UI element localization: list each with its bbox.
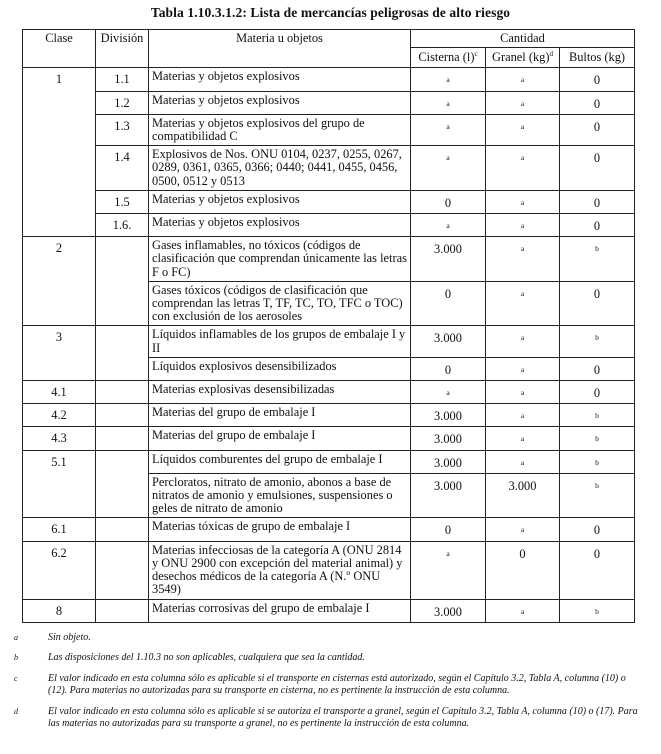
cell-granel [486,237,560,282]
cell-granel [486,281,560,326]
cell-division: 1.1 [96,68,149,91]
footnote-key: a [14,633,18,642]
footnotes [14,632,644,738]
cell-bultos-value: b [595,244,599,254]
cell-materia: Materias tóxicas de grupo de embalaje I [149,518,411,541]
cell-bultos [560,91,635,114]
cell-clase: 5.1 [23,450,96,518]
cell-granel-value: a [520,388,525,398]
cell-cisterna [411,381,486,404]
cell-materia: Materias y objetos explosivos [149,68,411,91]
cell-granel-value: a [520,606,525,616]
cell-division [96,599,149,622]
cell-cisterna-value: 0 [444,523,452,538]
cell-granel-value: a [520,153,525,163]
cell-cisterna-value: 3.000 [434,604,462,619]
cell-granel-value: a [520,121,525,131]
table-row [23,91,635,114]
cell-materia: Materias explosivas desensibilizadas [149,381,411,404]
cell-cisterna [411,326,486,357]
cell-bultos-value: 0 [593,195,601,210]
cell-materia: Materias y objetos explosivos del grupo de compatibilidad C [149,114,411,145]
cell-bultos-value: 0 [593,386,601,401]
cell-cisterna-value: a [446,121,450,131]
cell-bultos-value: b [595,480,599,490]
cell-granel [486,473,560,518]
table-row [23,146,635,191]
cell-bultos [560,381,635,404]
cell-granel [486,68,560,91]
cell-cisterna [411,404,486,427]
header-granel [486,48,560,68]
cell-granel [486,146,560,191]
header-row-1 [23,30,635,48]
cell-bultos [560,214,635,237]
cell-cisterna [411,450,486,473]
cell-granel-value: 0 [519,546,526,561]
cell-clase: 8 [23,599,96,622]
cell-division: 1.2 [96,91,149,114]
cell-granel [486,518,560,541]
cell-cisterna [411,237,486,282]
cell-bultos [560,237,635,282]
cell-cisterna [411,281,486,326]
cell-division [96,541,149,599]
cell-clase: 4.3 [23,427,96,450]
cell-granel-value: a [520,197,525,207]
footnote-text: Las disposiciones del 1.10.3 no son aplicables, cualquiera que sea la cantidad. [48,652,365,664]
cell-cisterna-value: 0 [444,195,452,210]
cell-division [96,237,149,326]
cell-bultos [560,599,635,622]
cell-cisterna-value: a [446,221,450,231]
cell-cisterna [411,473,486,518]
cell-cisterna-value: a [446,98,450,108]
footnote-key: d [14,706,18,716]
cell-cisterna [411,190,486,213]
cell-bultos [560,518,635,541]
cell-granel-value: a [520,333,525,343]
cell-bultos [560,357,635,380]
cell-materia: Materias y objetos explosivos [149,190,411,213]
cell-bultos-value: 0 [593,219,601,234]
footnote-key: b [14,653,18,663]
cell-bultos [560,541,635,599]
table-row [23,427,635,450]
header-clase: Clase [23,30,96,68]
cell-materia: Gases tóxicos (códigos de clasificación que comprendan las letras T, TF, TC, TO, TFC o TOC) con exclusión de los aerosoles [149,281,411,326]
table-row [23,381,635,404]
cell-division: 1.5 [96,190,149,213]
cell-bultos [560,326,635,357]
header-granel-label: Granel (kg) [492,50,550,65]
cell-materia: Materias del grupo de embalaje I [149,427,411,450]
cell-materia: Materias corrosivas del grupo de embalaje I [149,599,411,622]
cell-bultos [560,114,635,145]
cell-cisterna-value: 3.000 [434,331,462,346]
header-cisterna-footnote: c [474,50,478,59]
cell-cisterna-value: 3.000 [434,478,462,493]
footnote-text: Sin objeto. [48,632,91,643]
cell-division [96,427,149,450]
cell-bultos [560,473,635,518]
cell-granel [486,450,560,473]
cell-cisterna-value: 0 [444,362,452,377]
header-division: División [96,30,149,68]
cell-bultos-value: 0 [593,546,601,561]
cell-bultos-value: b [595,606,599,616]
cell-bultos-value: b [595,333,599,343]
cell-bultos-value: b [595,434,599,444]
cell-granel-value: a [520,364,525,374]
cell-cisterna-value: 3.000 [434,242,462,257]
cell-materia: Materias y objetos explosivos [149,91,411,114]
cell-granel-value: a [520,525,525,535]
cell-granel-value: a [520,244,525,254]
table-row [23,541,635,599]
cell-division [96,326,149,381]
header-cantidad: Cantidad [411,30,635,48]
cell-granel [486,190,560,213]
table-row [23,518,635,541]
cell-cisterna [411,68,486,91]
cell-granel-value: a [520,288,525,298]
cell-granel [486,381,560,404]
footnote-text: El valor indicado en esta columna sólo es aplicable si se autoriza el transporte a granel, según el Capítulo 3.2, Tabla A, columna (10) o (17). Para las materias no autorizadas para su transporte a granel, no es pertinente la instrucción de esta columna. [48,705,638,730]
cell-clase: 6.2 [23,541,96,599]
footnote-c [14,673,644,698]
cell-bultos [560,281,635,326]
cell-cisterna [411,599,486,622]
cell-division: 1.6. [96,214,149,237]
cell-division [96,450,149,518]
cell-cisterna-value: a [446,75,450,85]
dangerous-goods-table [22,29,635,623]
cell-cisterna [411,214,486,237]
cell-granel-value: 3.000 [508,478,537,493]
cell-division: 1.3 [96,114,149,145]
cell-materia: Percloratos, nitrato de amonio, abonos a base de nitratos de amonio y emulsiones, suspensiones o geles de nitrato de amonio [149,473,411,518]
table-row [23,450,635,473]
cell-cisterna [411,427,486,450]
cell-cisterna-value: 3.000 [434,455,462,470]
footnote-key: c [14,673,18,683]
cell-cisterna-value: a [446,153,450,163]
cell-clase: 3 [23,326,96,381]
header-bultos: Bultos (kg) [560,48,635,68]
cell-granel [486,541,560,599]
cell-bultos [560,427,635,450]
cell-bultos-value: 0 [593,362,601,377]
table-row [23,190,635,213]
cell-division [96,381,149,404]
cell-division [96,404,149,427]
cell-granel [486,91,560,114]
cell-materia: Gases inflamables, no tóxicos (códigos de clasificación que comprendan únicamente las letras F o FC) [149,237,411,282]
cell-granel-value: a [520,457,525,467]
table-row [23,599,635,622]
cell-materia: Líquidos comburentes del grupo de embalaje I [149,450,411,473]
cell-cisterna-value: a [446,548,450,558]
cell-clase: 4.2 [23,404,96,427]
cell-cisterna [411,357,486,380]
cell-materia: Explosivos de Nos. ONU 0104, 0237, 0255, 0267, 0289, 0361, 0365, 0366; 0440; 0441, 0455, 0456, 0500, 0512 y 0513 [149,146,411,191]
cell-materia: Materias infecciosas de la categoría A (ONU 2814 y ONU 2900 con excepción del material animal) y desechos médicos de la categoría A (N.º ONU 3549) [149,541,411,599]
cell-cisterna-value: 3.000 [434,409,462,424]
cell-bultos-value: 0 [593,73,601,88]
cell-bultos [560,190,635,213]
cell-clase: 2 [23,237,96,326]
cell-bultos [560,146,635,191]
cell-clase: 4.1 [23,381,96,404]
table-title: Tabla 1.10.3.1.2: Lista de mercancías peligrosas de alto riesgo [150,5,511,20]
cell-materia: Materias y objetos explosivos [149,214,411,237]
footnote-b [14,652,644,664]
cell-bultos [560,450,635,473]
header-materia: Materia u objetos [149,30,411,68]
cell-materia: Líquidos explosivos desensibilizados [149,357,411,380]
header-cisterna-label: Cisterna (l) [418,50,475,65]
header-cisterna [411,48,486,68]
cell-cisterna [411,114,486,145]
cell-bultos-value: b [595,411,599,421]
cell-granel [486,114,560,145]
table-row [23,326,635,357]
header-granel-footnote: d [549,50,553,59]
cell-cisterna [411,91,486,114]
cell-granel-value: a [520,75,525,85]
cell-materia: Materias del grupo de embalaje I [149,404,411,427]
cell-bultos-value: 0 [593,523,601,538]
cell-cisterna [411,541,486,599]
cell-granel [486,357,560,380]
footnote-a [14,632,644,644]
table-row [23,214,635,237]
cell-cisterna-value: a [446,388,450,398]
cell-granel-value: a [520,434,525,444]
cell-granel [486,214,560,237]
cell-bultos-value: b [595,457,599,467]
cell-granel [486,427,560,450]
cell-bultos-value: 0 [593,119,601,134]
footnote-text: El valor indicado en esta columna sólo es aplicable si el transporte en cisternas está autorizado, según el Capítulo 3.2, Tabla A, columna (10) o (12). Para materias no autorizadas para su transporte en cisterna, no es pertinente la instrucción de esta columna. [48,672,626,697]
cell-granel [486,599,560,622]
cell-division: 1.4 [96,146,149,191]
cell-bultos [560,404,635,427]
cell-cisterna [411,518,486,541]
cell-bultos [560,68,635,91]
cell-granel [486,404,560,427]
cell-bultos-value: 0 [593,286,601,301]
cell-granel-value: a [520,221,525,231]
footnote-d [14,706,644,731]
cell-cisterna [411,146,486,191]
table-row [23,237,635,282]
table-row [23,404,635,427]
cell-granel-value: a [520,98,525,108]
table-row [23,114,635,145]
cell-clase: 6.1 [23,518,96,541]
cell-cisterna-value: 3.000 [434,432,462,447]
cell-granel [486,326,560,357]
cell-division [96,518,149,541]
cell-materia: Líquidos inflamables de los grupos de embalaje I y II [149,326,411,357]
table-row [23,68,635,91]
cell-bultos-value: 0 [593,151,601,166]
cell-clase: 1 [23,68,96,237]
cell-granel-value: a [520,411,525,421]
cell-cisterna-value: 0 [444,286,452,301]
cell-bultos-value: 0 [593,96,601,111]
